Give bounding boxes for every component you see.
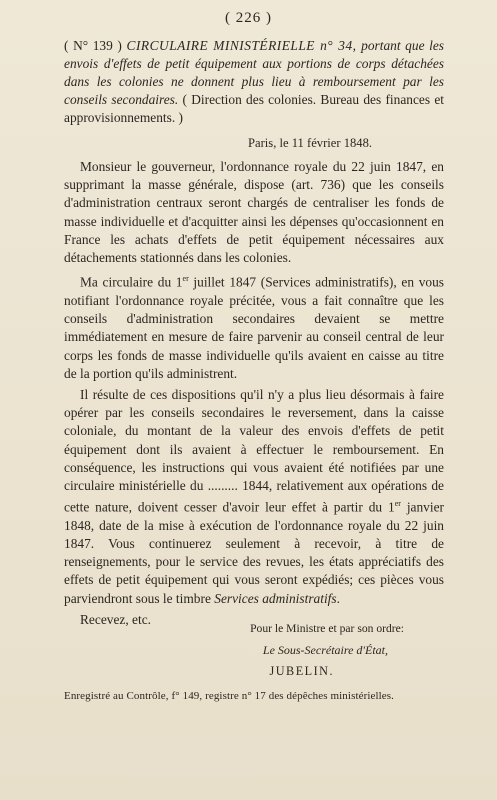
paragraph-1: Monsieur le gouverneur, l'ordonnance royale du 22 juin 1847, en supprimant la masse générale, dispose (art. 736) que les conseils d'administration centraux seront chargés de centraliser les fonds de masse individuelle et d'acquitter ainsi les dépenses qu'occasionnent en France les achats d'effets de petit équipement nécessaires aux détachements stationnés dans les colonies. (64, 159, 444, 266)
circular-number: ( N° 139 ) (64, 38, 122, 53)
circular-description: portant que les envois d'effets de petit équipement aux portions de corps détachées dans les colonies ne donnent plus lieu à remboursement par les conseils secondaires. (64, 38, 444, 107)
closing-formula: Recevez, etc. (80, 611, 151, 627)
paragraph-3 (64, 386, 444, 608)
signatory-name: JUBELIN. (269, 664, 334, 678)
signature-authority: Pour le Ministre et par son ordre: (250, 622, 404, 635)
registration-note: Enregistré au Contrôle, f° 149, registre n° 17 des dépêches ministérielles. (64, 690, 395, 702)
paragraph-3-text-a: Il résulte de ces dispositions qu'il n'y a plus lieu désormais à faire opérer par les conseils secondaires le reversement, dans la caisse coloniale, du montant de la valeur des envois d'effets de petit équipement dont ils avaient à effectuer le remboursement. En conséquence, les instructions qui vous avaient été notifiées par une circulaire ministérielle du ......... 1844, relativement aux opérations de cette nature, doivent cesser d'avoir leur effet à partir du 1 (64, 386, 444, 515)
issuing-office: ( Direction des colonies. Bureau des finances et approvisionnements. ) (64, 92, 444, 125)
ordinal-superscript: er (394, 499, 401, 509)
service-stamp-name: Services administratifs (214, 590, 337, 606)
circular-heading (64, 37, 444, 127)
page-number: ( 226 ) (225, 10, 272, 26)
paragraph-2-text-b: juillet 1847 (Services administratifs), en vous notifiant l'ordonnance royale précitée, vous a fait connaître que les conseils d'administration secondaires devaient se mettre immédiatement en mesure de faire parvenir au conseil central de leur corps les fonds de masse individuelle qu'ils avaient en caisse au titre de la portion qu'ils administrent. (64, 274, 445, 381)
ordinal-superscript: er (182, 274, 189, 284)
circular-title: CIRCULAIRE MINISTÉRIELLE n° 34, (126, 38, 357, 53)
signature-title: Le Sous-Secrétaire d'État, (262, 643, 388, 657)
paragraph-2-text-a: Ma circulaire du 1 (80, 274, 183, 290)
paragraph-3-text-b: janvier 1848, date de la mise à exécution de l'ordonnance royale du 22 juin 1847. Vous continuerez seulement à recevoir, à titre de renseignements, pour le service des revues, les états appréciatifs des effets de petit équipement qui vous seront expédiés; ces pièces vous parviendront sous le timbre (64, 499, 444, 606)
paragraph-3-end: . (336, 590, 340, 606)
dateline: Paris, le 11 février 1848. (248, 136, 373, 150)
circular-body (64, 158, 444, 632)
paragraph-2 (64, 270, 444, 383)
